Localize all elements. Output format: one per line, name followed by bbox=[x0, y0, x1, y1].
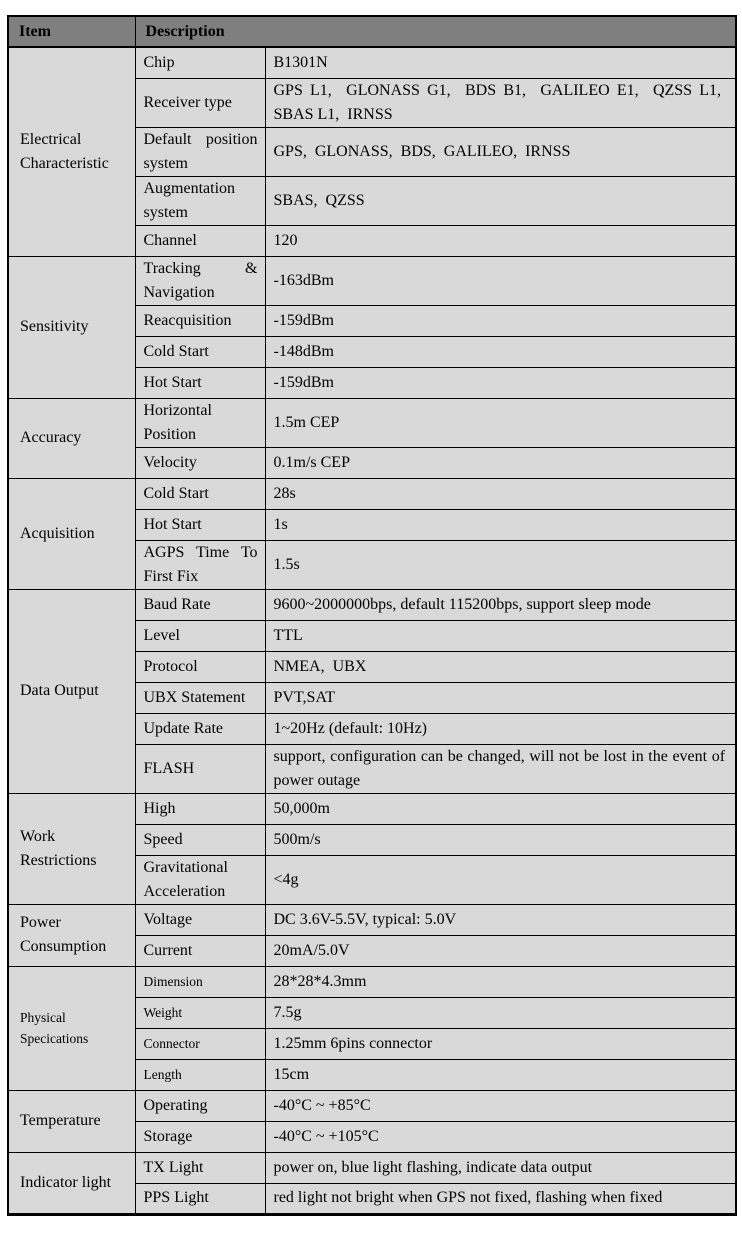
spec-value-cell: support, configuration can be changed, will not be lost in the event of power outage bbox=[265, 744, 736, 793]
spec-value-cell: 20mA/5.0V bbox=[265, 935, 736, 966]
spec-value-cell: -148dBm bbox=[265, 336, 736, 367]
item-group-cell: Indicator light bbox=[8, 1152, 135, 1214]
table-row bbox=[8, 47, 736, 78]
spec-value-cell: -163dBm bbox=[265, 256, 736, 305]
spec-value-cell: 1.5m CEP bbox=[265, 398, 736, 447]
spec-label-cell: Gravitational Acceleration bbox=[135, 855, 265, 904]
spec-value-cell: SBAS, QZSS bbox=[265, 176, 736, 225]
spec-label-cell: Storage bbox=[135, 1121, 265, 1152]
table-row bbox=[8, 904, 736, 935]
spec-label-cell: AGPS Time To First Fix bbox=[135, 540, 265, 589]
spec-value-cell: NMEA, UBX bbox=[265, 651, 736, 682]
spec-value-cell: -159dBm bbox=[265, 367, 736, 398]
spec-label-cell: Voltage bbox=[135, 904, 265, 935]
spec-table bbox=[7, 15, 737, 1216]
spec-value-cell: 15cm bbox=[265, 1059, 736, 1090]
spec-value-cell: PVT,SAT bbox=[265, 682, 736, 713]
spec-value-cell: 50,000m bbox=[265, 793, 736, 824]
table-row bbox=[8, 1152, 736, 1183]
item-group-cell: Power Consumption bbox=[8, 904, 135, 966]
item-group-cell: Accuracy bbox=[8, 398, 135, 478]
spec-value-cell: -40°C ~ +85°C bbox=[265, 1090, 736, 1121]
spec-value-cell: red light not bright when GPS not fixed, flashing when fixed bbox=[265, 1183, 736, 1214]
header-description-cell: Description bbox=[135, 16, 736, 47]
spec-value-cell: power on, blue light flashing, indicate data output bbox=[265, 1152, 736, 1183]
item-group-cell: Physical Specications bbox=[8, 966, 135, 1090]
table-row bbox=[8, 589, 736, 620]
spec-label-cell: High bbox=[135, 793, 265, 824]
spec-label-cell: Level bbox=[135, 620, 265, 651]
spec-value-cell: 28*28*4.3mm bbox=[265, 966, 736, 997]
item-group-cell: Sensitivity bbox=[8, 256, 135, 398]
spec-value-cell: 1s bbox=[265, 509, 736, 540]
spec-label-cell: Chip bbox=[135, 47, 265, 78]
item-group-cell: Data Output bbox=[8, 589, 135, 793]
spec-value-cell: 1.5s bbox=[265, 540, 736, 589]
spec-value-cell: -159dBm bbox=[265, 305, 736, 336]
spec-label-cell: FLASH bbox=[135, 744, 265, 793]
spec-label-cell: Velocity bbox=[135, 447, 265, 478]
spec-label-cell: Reacquisition bbox=[135, 305, 265, 336]
spec-label-cell: Tracking & Navigation bbox=[135, 256, 265, 305]
item-group-cell: Electrical Characteristic bbox=[8, 47, 135, 256]
spec-value-cell: -40°C ~ +105°C bbox=[265, 1121, 736, 1152]
spec-label-cell: Speed bbox=[135, 824, 265, 855]
header-item-cell: Item bbox=[8, 16, 135, 47]
spec-label-cell: Hot Start bbox=[135, 367, 265, 398]
table-row bbox=[8, 1090, 736, 1121]
spec-value-cell: <4g bbox=[265, 855, 736, 904]
spec-value-cell: B1301N bbox=[265, 47, 736, 78]
item-group-cell: Temperature bbox=[8, 1090, 135, 1152]
spec-label-cell: Update Rate bbox=[135, 713, 265, 744]
table-row bbox=[8, 256, 736, 305]
spec-value-cell: 7.5g bbox=[265, 997, 736, 1028]
item-group-cell: Acquisition bbox=[8, 478, 135, 589]
spec-label-cell: PPS Light bbox=[135, 1183, 265, 1214]
spec-label-cell: Channel bbox=[135, 225, 265, 256]
spec-label-cell: Augmentation system bbox=[135, 176, 265, 225]
spec-label-cell: Weight bbox=[135, 997, 265, 1028]
spec-label-cell: Current bbox=[135, 935, 265, 966]
spec-label-cell: Length bbox=[135, 1059, 265, 1090]
spec-label-cell: Operating bbox=[135, 1090, 265, 1121]
spec-label-cell: Cold Start bbox=[135, 478, 265, 509]
spec-value-cell: 1.25mm 6pins connector bbox=[265, 1028, 736, 1059]
spec-label-cell: Hot Start bbox=[135, 509, 265, 540]
table-row bbox=[8, 793, 736, 824]
spec-label-cell: Connector bbox=[135, 1028, 265, 1059]
spec-label-cell: Protocol bbox=[135, 651, 265, 682]
spec-label-cell: Cold Start bbox=[135, 336, 265, 367]
spec-label-cell: UBX Statement bbox=[135, 682, 265, 713]
item-group-cell: Work Restrictions bbox=[8, 793, 135, 904]
spec-value-cell: 28s bbox=[265, 478, 736, 509]
spec-value-cell: GPS, GLONASS, BDS, GALILEO, IRNSS bbox=[265, 127, 736, 176]
spec-label-cell: Baud Rate bbox=[135, 589, 265, 620]
spec-value-cell: 0.1m/s CEP bbox=[265, 447, 736, 478]
spec-value-cell: DC 3.6V-5.5V, typical: 5.0V bbox=[265, 904, 736, 935]
spec-label-cell: Dimension bbox=[135, 966, 265, 997]
spec-label-cell: Horizontal Position bbox=[135, 398, 265, 447]
spec-value-cell: TTL bbox=[265, 620, 736, 651]
spec-value-cell: 120 bbox=[265, 225, 736, 256]
spec-value-cell: GPS L1, GLONASS G1, BDS B1, GALILEO E1, QZSS L1, SBAS L1, IRNSS bbox=[265, 78, 736, 127]
spec-value-cell: 1~20Hz (default: 10Hz) bbox=[265, 713, 736, 744]
spec-label-cell: Receiver type bbox=[135, 78, 265, 127]
table-row bbox=[8, 398, 736, 447]
spec-label-cell: TX Light bbox=[135, 1152, 265, 1183]
header-row bbox=[8, 16, 736, 47]
spec-value-cell: 9600~2000000bps, default 115200bps, support sleep mode bbox=[265, 589, 736, 620]
table-row bbox=[8, 966, 736, 997]
spec-value-cell: 500m/s bbox=[265, 824, 736, 855]
spec-label-cell: Default position system bbox=[135, 127, 265, 176]
table-row bbox=[8, 478, 736, 509]
